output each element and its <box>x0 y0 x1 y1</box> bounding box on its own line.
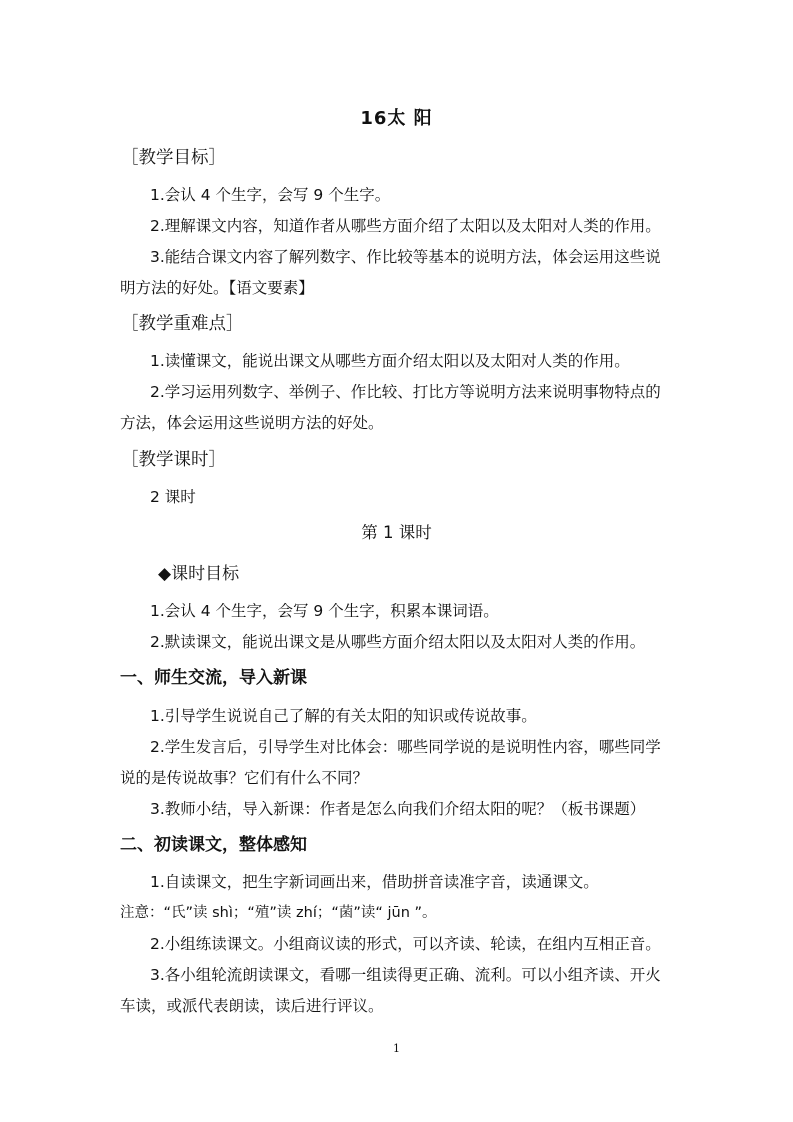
section-heading-goals: ［教学目标］ <box>121 148 226 168</box>
section-heading-key-points: ［教学重难点］ <box>121 314 244 334</box>
part1-item-2-line2: 说的是传说故事？它们有什么不同？ <box>120 769 369 787</box>
goal-item-3-line1: 3.能结合课文内容了解列数字、作比较等基本的说明方法，体会运用这些说 <box>150 248 661 266</box>
period-goal-2: 2.默读课文，能说出课文是从哪些方面介绍太阳以及太阳对人类的作用。 <box>150 633 646 651</box>
part-heading-2: 二、初读课文，整体感知 <box>120 835 307 855</box>
part2-item-1: 1.自读课文，把生字新词画出来，借助拼音读准字音，读通课文。 <box>150 873 599 891</box>
key-point-2-line2: 方法，体会运用这些说明方法的好处。 <box>120 414 384 432</box>
part2-item-3-line1: 3.各小组轮流朗读课文，看哪一组读得更正确、流利。可以小组齐读、开火 <box>150 966 661 984</box>
section-heading-periods: ［教学课时］ <box>121 450 226 470</box>
period-goals-heading: ◆课时目标 <box>158 564 240 584</box>
lesson-title: 16太 阳 <box>360 108 433 129</box>
key-point-2-line1: 2.学习运用列数字、举例子、作比较、打比方等说明方法来说明事物特点的 <box>150 383 661 401</box>
lesson-period-heading: 第 1 课时 <box>361 523 432 542</box>
part2-item-3-line2: 车读，或派代表朗读，读后进行评议。 <box>120 997 384 1015</box>
goal-item-3-line2: 明方法的好处。【语文要素】 <box>120 279 314 297</box>
periods-value: 2 课时 <box>150 488 196 506</box>
key-point-1: 1.读懂课文，能说出课文从哪些方面介绍太阳以及太阳对人类的作用。 <box>150 352 630 370</box>
pronunciation-note: 注意：“氏”读 shì；“殖”读 zhí；“菌”读“ jūn ”。 <box>120 905 437 921</box>
part1-item-1: 1.引导学生说说自己了解的有关太阳的知识或传说故事。 <box>150 707 537 725</box>
period-goal-1: 1.会认 4 个生字，会写 9 个生字，积累本课词语。 <box>150 602 499 620</box>
page-number: 1 <box>393 1042 400 1055</box>
part-heading-1: 一、师生交流，导入新课 <box>120 668 307 688</box>
goal-item-1: 1.会认 4 个生字，会写 9 个生字。 <box>150 186 391 204</box>
part1-item-3: 3.教师小结，导入新课：作者是怎么向我们介绍太阳的呢？（板书课题） <box>150 800 646 818</box>
goal-item-2: 2.理解课文内容，知道作者从哪些方面介绍了太阳以及太阳对人类的作用。 <box>150 217 661 235</box>
part1-item-2-line1: 2.学生发言后，引导学生对比体会：哪些同学说的是说明性内容，哪些同学 <box>150 738 661 756</box>
part2-item-2: 2.小组练读课文。小组商议读的形式，可以齐读、轮读，在组内互相正音。 <box>150 935 661 953</box>
